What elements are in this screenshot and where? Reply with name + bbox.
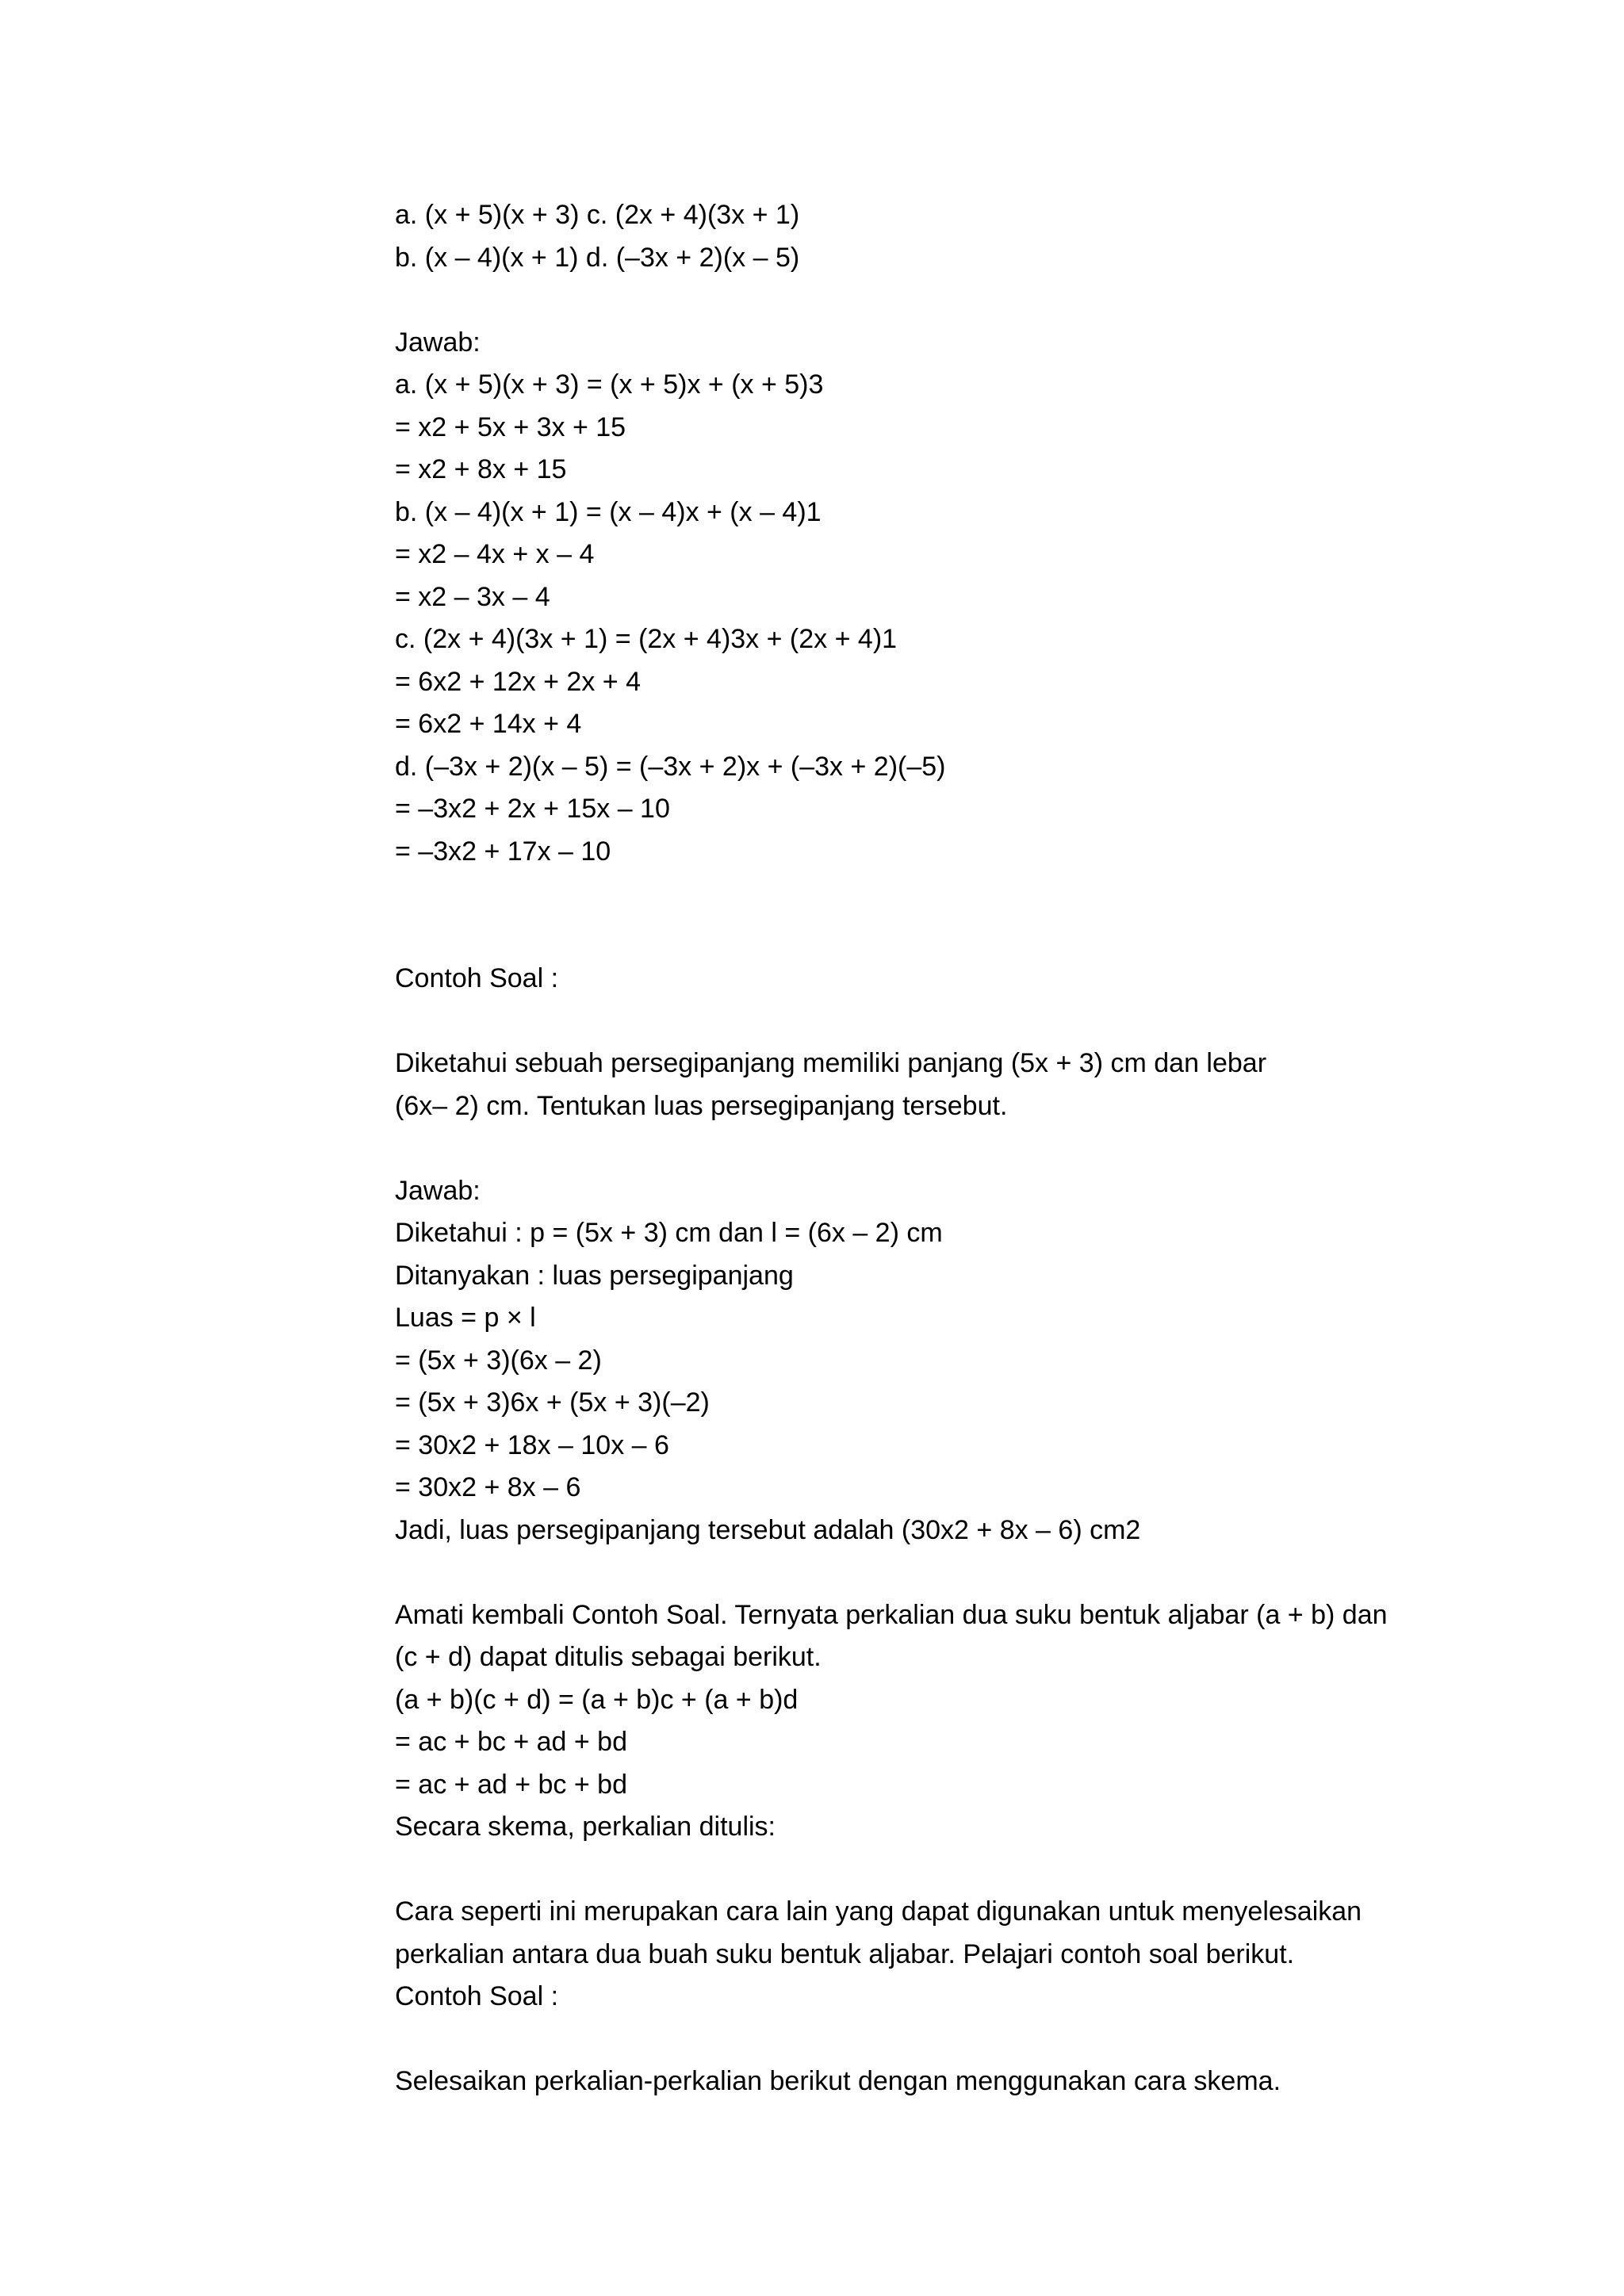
answer-line: Diketahui : p = (5x + 3) cm dan l = (6x – 2) cm [395,1218,943,1248]
answer-line: a. (x + 5)(x + 3) = (x + 5)x + (x + 5)3 [395,369,824,400]
paragraph-line: (a + b)(c + d) = (a + b)c + (a + b)d [395,1684,799,1715]
example-heading: Contoh Soal : [395,1981,559,2011]
answer-line: = 30x2 + 8x – 6 [395,1472,581,1502]
answer-line: = (5x + 3)6x + (5x + 3)(–2) [395,1387,710,1418]
answer-line: = x2 + 8x + 15 [395,454,567,484]
answer-line: c. (2x + 4)(3x + 1) = (2x + 4)3x + (2x + 4)1 [395,624,898,654]
problem-line: b. (x – 4)(x + 1) d. (–3x + 2)(x – 5) [395,242,800,273]
question-line: Diketahui sebuah persegipanjang memiliki panjang (5x + 3) cm dan lebar [395,1048,1267,1078]
page-content [395,194,1457,2103]
question-line: (6x– 2) cm. Tentukan luas persegipanjang tersebut. [395,1090,1008,1121]
answer-line: = (5x + 3)(6x – 2) [395,1345,602,1376]
paragraph-line: Selesaikan perkalian-perkalian berikut dengan menggunakan cara skema. [395,2066,1281,2096]
answer-line: = –3x2 + 2x + 15x – 10 [395,794,670,824]
example-heading: Contoh Soal : [395,963,559,993]
answer-line: Ditanyakan : luas persegipanjang [395,1260,794,1291]
paragraph-line: = ac + bc + ad + bd [395,1727,628,1757]
paragraph-line: Cara seperti ini merupakan cara lain yang dapat digunakan untuk menyelesaikan [395,1896,1362,1927]
answer-line: = x2 + 5x + 3x + 15 [395,411,626,442]
answer-line: = 6x2 + 14x + 4 [395,709,582,739]
answer-line: d. (–3x + 2)(x – 5) = (–3x + 2)x + (–3x + 2)(–5) [395,751,946,782]
paragraph-line: Amati kembali Contoh Soal. Ternyata perkalian dua suku bentuk aljabar (a + b) dan [395,1599,1388,1630]
problem-line: a. (x + 5)(x + 3) c. (2x + 4)(3x + 1) [395,200,800,230]
paragraph-line: = ac + ad + bc + bd [395,1769,628,1800]
answer-line: = x2 – 3x – 4 [395,581,550,612]
answer-line: = 6x2 + 12x + 2x + 4 [395,666,642,697]
paragraph-line: Secara skema, perkalian ditulis: [395,1812,776,1842]
answer-line: = x2 – 4x + x – 4 [395,539,595,569]
answer-line: Luas = p × l [395,1303,536,1333]
answer-line: b. (x – 4)(x + 1) = (x – 4)x + (x – 4)1 [395,496,822,527]
paragraph-line: (c + d) dapat ditulis sebagai berikut. [395,1642,822,1672]
answer-line: Jadi, luas persegipanjang tersebut adalah (30x2 + 8x – 6) cm2 [395,1514,1141,1545]
answer-line: = 30x2 + 18x – 10x – 6 [395,1429,669,1460]
paragraph-line: perkalian antara dua buah suku bentuk aljabar. Pelajari contoh soal berikut. [395,1938,1295,1969]
answer-heading: Jawab: [395,1175,481,1206]
answer-heading: Jawab: [395,327,481,358]
answer-line: = –3x2 + 17x – 10 [395,836,611,867]
